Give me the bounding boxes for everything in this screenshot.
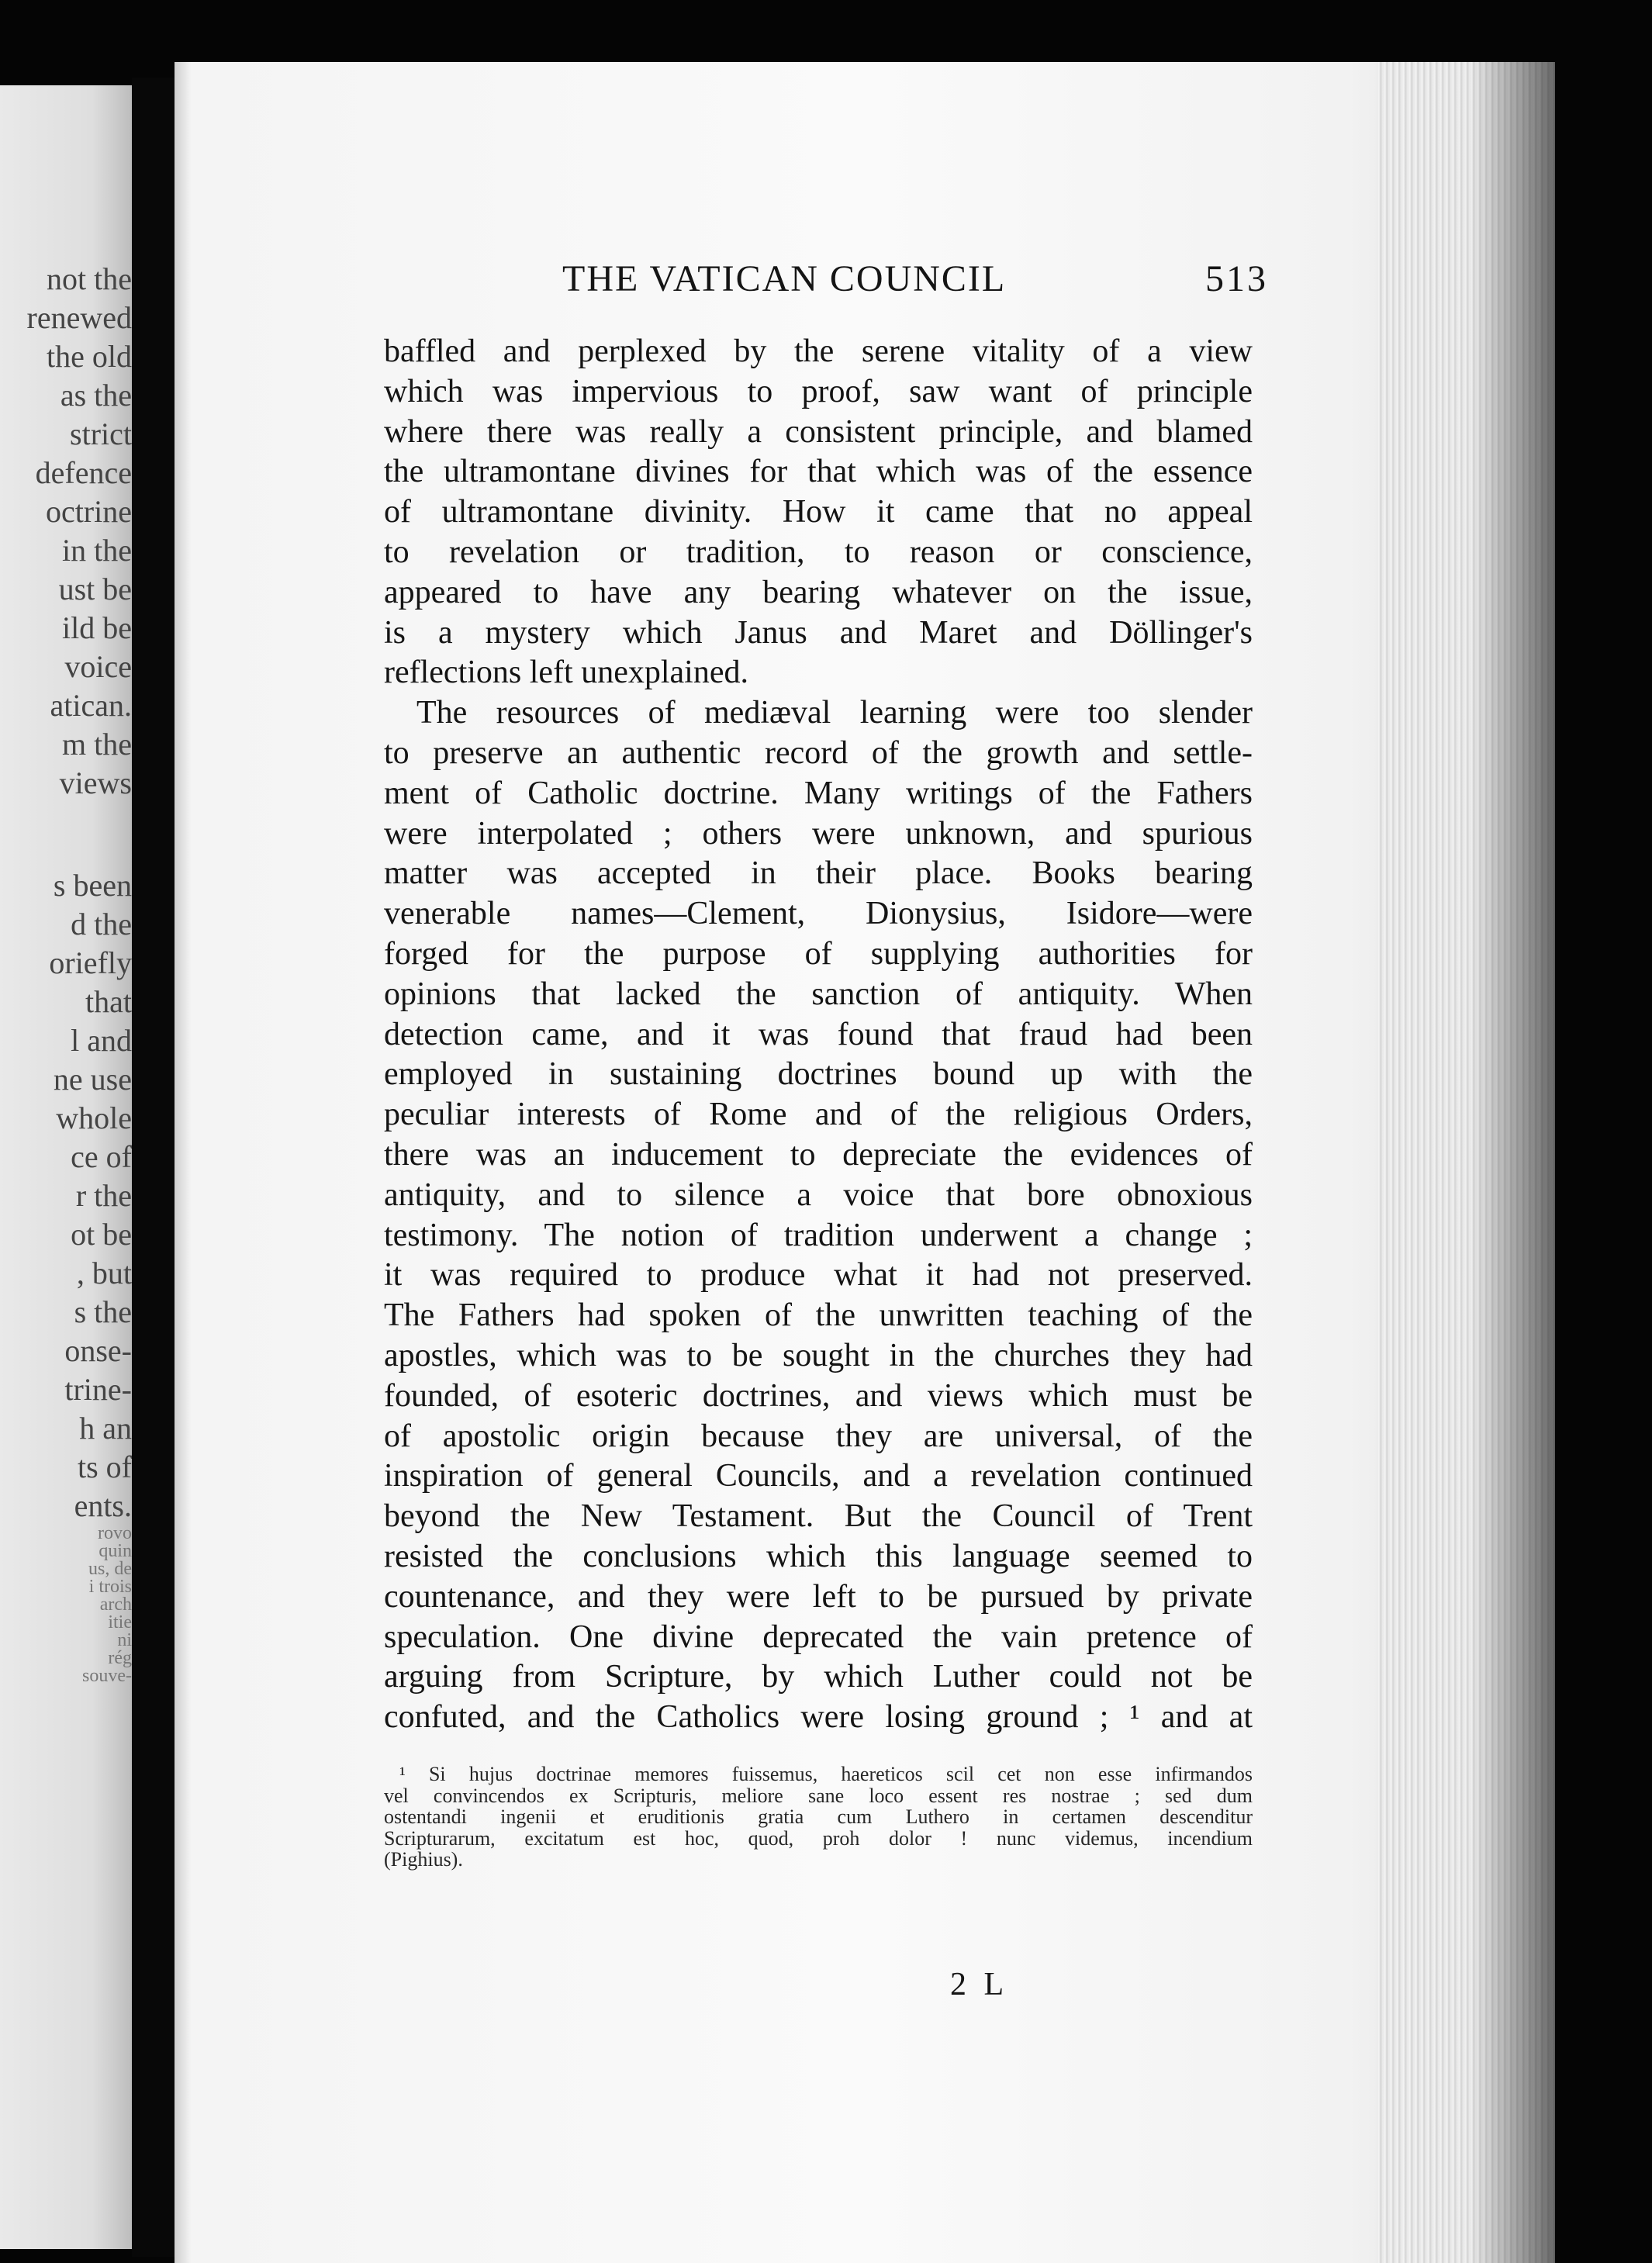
left-page-line: whole bbox=[56, 1100, 132, 1135]
left-page-footnote-line: i trois bbox=[88, 1577, 132, 1597]
page-edge-shadow bbox=[1470, 62, 1555, 2263]
left-page bbox=[0, 85, 132, 2249]
main-page bbox=[175, 62, 1555, 2263]
left-page-line: ild be bbox=[62, 610, 132, 645]
left-page-line: views bbox=[59, 765, 132, 800]
running-title: THE VATICAN COUNCIL bbox=[562, 258, 1007, 299]
text-line: to preserve an authentic record of the growth and settle- bbox=[384, 735, 1253, 771]
left-page-line: d the bbox=[71, 907, 132, 941]
text-line: detection came, and it was found that fraud had been bbox=[384, 1016, 1253, 1052]
text-line: The Fathers had spoken of the unwritten teaching of the bbox=[384, 1297, 1253, 1334]
text-line: inspiration of general Councils, and a revelation continued bbox=[384, 1458, 1253, 1494]
left-page-footnote-line: ni bbox=[117, 1630, 132, 1650]
text-line: countenance, and they were left to be pursued by private bbox=[384, 1578, 1253, 1615]
left-page-line: ts of bbox=[78, 1449, 132, 1484]
left-page-line: the old bbox=[47, 339, 132, 374]
signature-mark: 2 L bbox=[950, 1967, 1009, 2002]
left-page-line: onse- bbox=[64, 1333, 132, 1368]
text-line: which was impervious to proof, saw want of principle bbox=[384, 373, 1253, 409]
left-page-line: l and bbox=[71, 1023, 132, 1058]
paragraph-start-line: The resources of mediæval learning were too slender bbox=[416, 695, 1253, 731]
left-page-line: voice bbox=[64, 649, 132, 684]
text-line: there was an inducement to depreciate the evidences of bbox=[384, 1137, 1253, 1173]
text-line: it was required to produce what it had not preserved. bbox=[384, 1257, 1253, 1294]
text-line: of ultramontane divinity. How it came that no appeal bbox=[384, 494, 1253, 530]
text-line: appeared to have any bearing whatever on the issue, bbox=[384, 574, 1253, 610]
left-page-line: ot be bbox=[71, 1217, 132, 1252]
left-page-line: trine- bbox=[64, 1372, 132, 1407]
text-line: where there was really a consistent principle, and blamed bbox=[384, 413, 1253, 450]
text-line: is a mystery which Janus and Maret and Döllinger's bbox=[384, 614, 1253, 651]
text-line: arguing from Scripture, by which Luther could not be bbox=[384, 1659, 1253, 1695]
left-page-footnote-line: us, de bbox=[88, 1559, 132, 1579]
text-line: of apostolic origin because they are universal, of the bbox=[384, 1418, 1253, 1454]
text-line: baffled and perplexed by the serene vitality of a view bbox=[384, 333, 1253, 369]
text-line: opinions that lacked the sanction of antiquity. When bbox=[384, 976, 1253, 1012]
page-number: 513 bbox=[1205, 258, 1268, 299]
left-page-line: that bbox=[85, 984, 132, 1019]
text-line: employed in sustaining doctrines bound up with the bbox=[384, 1056, 1253, 1093]
text-line: apostles, which was to be sought in the churches they had bbox=[384, 1338, 1253, 1373]
text-line: to revelation or tradition, to reason or conscience, bbox=[384, 534, 1253, 570]
text-line: beyond the New Testament. But the Council of Trent bbox=[384, 1498, 1253, 1535]
footnote-line: vel convincendos ex Scripturis, meliore sane loco essent res nostrae ; sed dum bbox=[384, 1784, 1253, 1807]
left-page-line: ce of bbox=[71, 1139, 132, 1174]
left-page-line: , but bbox=[76, 1256, 132, 1290]
left-page-footnote-line: souve- bbox=[82, 1666, 132, 1686]
left-page-footnote-line: arch bbox=[99, 1594, 132, 1615]
text-line: forged for the purpose of supplying authorities for bbox=[384, 936, 1253, 972]
left-page-line: s been bbox=[53, 868, 132, 903]
text-line: were interpolated ; others were unknown, and spurious bbox=[384, 815, 1253, 852]
text-line: founded, of esoteric doctrines, and views which must be bbox=[384, 1377, 1253, 1414]
text-line: matter was accepted in their place. Books bearing bbox=[384, 855, 1253, 892]
text-line: confuted, and the Catholics were losing ground ; ¹ and at bbox=[384, 1699, 1253, 1736]
left-page-line: r the bbox=[75, 1178, 132, 1213]
left-page-line: s the bbox=[74, 1294, 132, 1329]
text-line: speculation. One divine deprecated the vain pretence of bbox=[384, 1619, 1253, 1655]
text-line: venerable names—Clement, Dionysius, Isidore—were bbox=[384, 896, 1253, 932]
left-page-footnote-line: quin bbox=[98, 1541, 132, 1561]
text-line: peculiar interests of Rome and of the religious Orders, bbox=[384, 1097, 1253, 1133]
text-line: antiquity, and to silence a voice that bore obnoxious bbox=[384, 1176, 1253, 1213]
left-page-line: ents. bbox=[74, 1488, 132, 1523]
text-line: testimony. The notion of tradition underwent a change ; bbox=[384, 1217, 1253, 1253]
left-page-line: strict bbox=[70, 416, 132, 451]
left-page-line: atican. bbox=[50, 688, 132, 723]
book-gutter bbox=[132, 78, 175, 2257]
page-header bbox=[384, 257, 1268, 304]
left-page-footnote-line: itie bbox=[108, 1612, 132, 1632]
left-page-line: defence bbox=[35, 455, 132, 490]
footnote-line: (Pighius). bbox=[384, 1848, 463, 1871]
text-line: ment of Catholic doctrine. Many writings of the Fathers bbox=[384, 775, 1253, 811]
footnote-line: Scripturarum, excitatum est hoc, quod, proh dolor ! nunc videmus, incendium bbox=[384, 1826, 1253, 1850]
left-page-line: oriefly bbox=[49, 945, 132, 980]
left-page-footnote-line: rég bbox=[108, 1648, 132, 1668]
left-page-line: in the bbox=[62, 533, 132, 568]
left-page-line: ne use bbox=[53, 1062, 132, 1097]
left-page-line: not the bbox=[47, 261, 132, 296]
text-line: resisted the conclusions which this language seemed to bbox=[384, 1539, 1253, 1574]
left-page-line: m the bbox=[62, 727, 132, 762]
footnote-line: ¹ Si hujus doctrinae memores fuissemus, haereticos scil cet non esse infirmandos bbox=[399, 1763, 1253, 1785]
left-page-line: h an bbox=[79, 1411, 132, 1446]
left-page-line: renewed bbox=[26, 300, 132, 335]
footnote-line: ostentandi ingenii et eruditionis gratia cum Luthero in certamen descenditur bbox=[384, 1805, 1253, 1828]
text-line: reflections left unexplained. bbox=[384, 655, 748, 691]
left-page-line: as the bbox=[60, 378, 132, 413]
left-page-line: octrine bbox=[45, 494, 132, 529]
left-page-line: ust be bbox=[58, 572, 132, 606]
text-line: the ultramontane divines for that which was of the essence bbox=[384, 454, 1253, 490]
left-page-footnote-line: rovo bbox=[98, 1523, 132, 1543]
